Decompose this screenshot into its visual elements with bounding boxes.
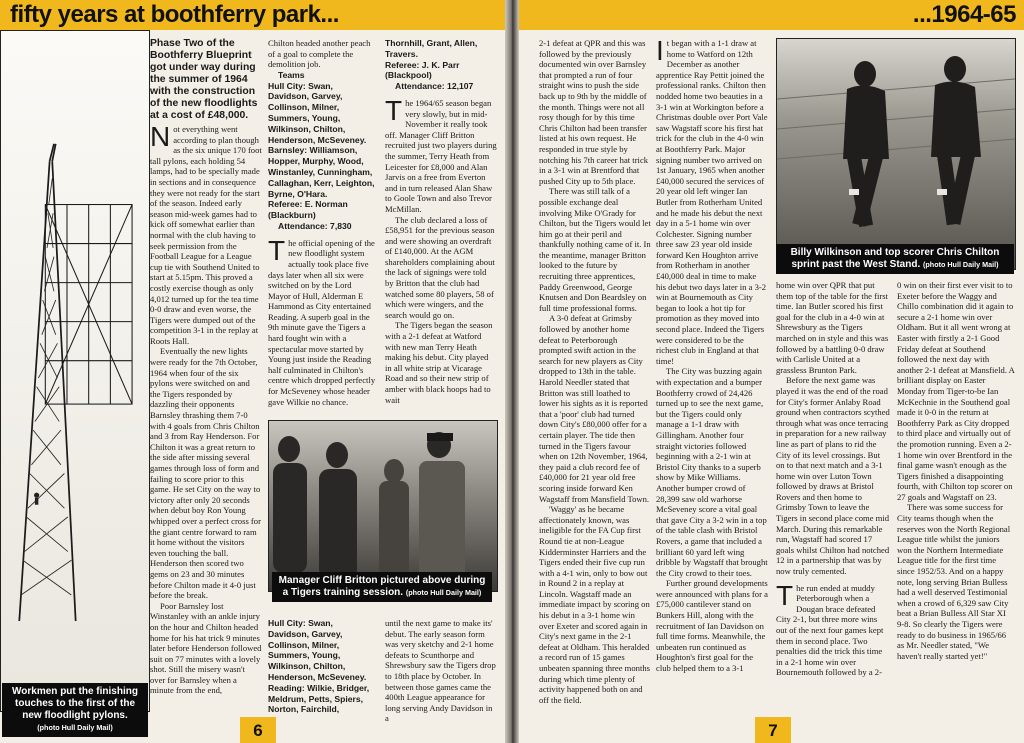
sprint-caption-text: Billy Wilkinson and top scorer Chris Chilton sprint past the West Stand.: [790, 247, 1000, 270]
referee-1: Referee: E. Norman (Blackburn): [268, 199, 348, 221]
col3-paragraph-3: The Tigers began the season with a 2-1 defeat at Watford with new man Terry Heath making his debut. City played in all white strip at Vicarage Road and so their new strip of amber with black hoops had to wait: [385, 320, 493, 405]
article-column-1: [150, 38, 262, 738]
article-column-2b: [268, 618, 376, 736]
dropcap-n: N: [150, 121, 171, 152]
sprint-photo: [776, 38, 1016, 270]
col1-paragraph-1: ot everything went according to plan though as the six unique 170 foot tall pylons, each holding 54 lamps, had to be specially made in sections and in consequence they were not ready for the start of the season. Indeed early season mid-week games had to kick off somewhat earlier than normal with the club having to seek permission from the Football League for a League cup tie with Southend United to start at 5.15pm. This proved a costly exercise though as only 4,012 turned up for the tea time 0-0 draw and even worse, the Tigers were dumped out of the competition 3-1 in the replay at Roots Hall.: [150, 124, 262, 346]
hull-city-lineup-1: Hull City: Swan, Davidson, Garvey, Collinson, Milner, Summers, Young, Wilkinson, Chilton, Henderson, McSeveney.: [268, 80, 367, 145]
article-column-2: [268, 38, 376, 422]
pylon-caption-text: Workmen put the finishing touches to the first of the new floodlight pylons.: [12, 686, 138, 721]
col4-paragraph-1: 2-1 defeat at QPR and this was followed by the previously documented win over Barnsley that prompted a run of four straight wins to push the side back up to 9th by the middle of the month. Things were not all rosy though for by this time Chris Chilton had been transfer listed at his own request. He responded in true style by notching his 7th career hat trick in a 3-1 win at Brentford that pushed City up to 5th place.: [539, 38, 649, 186]
col3-paragraph-1: he 1964/65 season began very slowly, but in mid-November it really took off. Manager Cliff Britton recruited just two players during the summer, Terry Heath from Leicester for £8,000 and Alan Jarvis on a free from Everton and in turn released Alan Shaw to Goole Town and also Trevor McMillan.: [385, 97, 497, 214]
britton-caption: [272, 572, 492, 602]
left-header-banner: [0, 0, 505, 30]
book-gutter: [505, 0, 519, 743]
teams-block-3: [268, 618, 376, 715]
sprint-caption-credit: (photo Hull Daily Mail): [923, 260, 999, 269]
article-column-7: [897, 280, 1015, 736]
pylon-caption-credit: (photo Hull Daily Mail): [37, 723, 113, 732]
britton-caption-text: Manager Cliff Britton pictured above during a Tigers training session.: [278, 575, 486, 598]
col4-paragraph-3: A 3-0 defeat at Grimsby followed by another home defeat to Peterborough prompted swift action in the search for new players as City dropped to 13th in the table. Harold Needler stated that Britton was still loathed to lower his sights as it is reported that a 'poor' club had turned down City's £80,000 offer for a certain player. The tide then turned in the Tigers favour when on 12th November, 1964, they paid a club record fee of £40,000 for 21 year old free scoring inside forward Ken Wagstaff from Mansfield Town.: [539, 313, 650, 504]
col6-paragraph-3: he run ended at muddy Peterborough when a Dougan brace defeated City 2-1, but three more wins out of the next four games kept them in second place. Two penalties did the trick this time in a 2-1 home win over Bournemouth followed by a 2-: [776, 582, 884, 678]
teams-block-2: [385, 38, 497, 92]
britton-training-photo: [268, 420, 498, 592]
article-column-5: [656, 38, 768, 738]
col2-paragraph-1: Chilton headed another peach of a goal to complete the demolition job.: [268, 38, 371, 70]
col3-paragraph-2: The club declared a loss of £58,951 for the previous season and were showing an overdraft of £140,000. At the AGM shareholders complaining about the lack of signings were told by Britton that the club had watched some 80 players, 58 of which were wingers, and the search would go on.: [385, 214, 495, 320]
col3-paragraph-4: until the next game to make its' debut. The early season form was very sketchy and 2-1 home defeats to Scunthorpe and Shrewsbury saw the Tigers drop to 18th place by October. In between those games came the 400th League appearance for long serving Andy Davidson in a: [385, 618, 496, 724]
left-header-title: fifty years at boothferry park...: [10, 1, 339, 28]
barnsley-lineup: Barnsley: Williamson, Hopper, Murphy, Wood, Winstanley, Cunningham, Callaghan, Kerr, Leighton, Byrne, O'Hara.: [268, 145, 375, 199]
col1-paragraph-3: Poor Barnsley lost Winstanley with an ankle injury on the hour and Chilton headed home for his hat trick 9 minutes later before Henderson followed suit on 77 minutes with a lovely shot. Still the misery wasn't over for Barnsley when a minute from the end,: [150, 600, 262, 696]
col7-paragraph-2: There was some success for City teams though when the reserves won the North Regional League title whilst the juniors won the Northern Intermediate League title for the first time since 1952/53. And on a happy note, long serving Brian Bulless had a well deserved Testimonial when a crowd of 6,329 saw City beat a Brian Bulless All Star XI 9-8. So clearly the Tigers were ready to do business in 1965/66 as Mr. Needler stated, "We haven't really started yet!": [897, 502, 1011, 661]
col4-paragraph-4: 'Waggy' as he became affectionately known, was ineligible for the FA Cup first Round tie at non-League Kidderminster Harriers and the Tigers ended their five cup run with a 4-1 win, only to bow out in Round 2 in a replay at Lincoln. Wagstaff made an immediate impact by scoring on his debut in a 3-1 home win over Exeter and scored again in City's next game in the 2-1 defeat at Oldham. This heralded a record run of 15 games unbeaten spanning three months during which time plenty of activity happened both on and off the field.: [539, 504, 650, 705]
left-page-number: 6: [240, 717, 276, 743]
attendance-2: Attendance: 12,107: [395, 81, 474, 92]
pylon-caption: [2, 683, 148, 737]
dropcap-i: I: [656, 38, 664, 66]
sprinting-players-image: [777, 39, 1015, 269]
sprint-caption: [776, 244, 1014, 274]
article-column-4: [539, 38, 651, 738]
right-header-title: ...1964-65: [912, 1, 1016, 28]
left-page: [0, 0, 505, 743]
teams-block-1: [268, 70, 376, 232]
attendance-1: Attendance: 7,830: [278, 220, 352, 231]
reading-lineup-continued: Thornhill, Grant, Allen, Travers.: [385, 38, 478, 59]
right-header-banner: [519, 0, 1024, 30]
teams-heading: Teams: [278, 69, 305, 80]
right-page: [519, 0, 1024, 743]
right-page-number: 7: [755, 717, 791, 743]
col1-paragraph-2: Eventually the new lights were ready for the 7th October, 1964 when four of the six pylons were switched on and the Tigers responded by dazzling their opponents Barnsley thrashing them 7-0 with 4 goals from Chris Chilton and 3 from Ray Henderson. For Chilton it was a great return to the side after missing several games through loss of form and failing to score prior to this game. He set City on the way to victory after only 20 seconds when debut boy Ron Young whipped over a perfect cross for the giant centre forward to ram it home without the visitors even touching the ball. Henderson then scored two gems on 23 and 30 minutes before Chilton made it 4-0 just before the break.: [150, 346, 261, 601]
referee-2: Referee: J. K. Parr (Blackpool): [385, 59, 460, 81]
britton-caption-credit: (photo Hull Daily Mail): [405, 588, 482, 597]
col6-paragraph-1: home win over QPR that put them top of the table for the first time. Ian Butler scored his first goal for the club in a 4-0 win at Shrewsbury as the Tigers marched on in style and this was followed by a battling 0-0 draw with Carlisle United at a grassless Brunton Park.: [776, 280, 889, 375]
article-column-3b: [385, 618, 497, 736]
reading-lineup: Reading: Wilkie, Bridger, Meldrum, Petts, Spiers, Norton, Fairchild,: [268, 682, 370, 715]
training-figures-image: [269, 421, 497, 591]
article-column-3: [385, 38, 497, 422]
col7-paragraph-1: 0 win on their first ever visit to to Exeter before the Waggy and Chillo combination did it again to secure a 2-1 home win over Oldham. But it all went wrong at Easter with firstly a 2-1 Good Friday defeat at Southend followed the next day with another 2-1 defeat at Mansfield. A brilliant display on Easter Monday from Tiger-to-be Ian McKechnie in the Southend goal made it 0-0 in the return at Boothferry Park as City dropped to third place and virtually out of the promotion running. Even a 2-1 home win over Brentford in the final game wasn't enough as the Tigers finished a disappointing fourth, with Chilton top scorer on 27 goals and Wagstaff on 23.: [897, 280, 1015, 502]
col5-paragraph-1: t began with a 1-1 draw at home to Watford on 12th December as another apprentice Ray Pettit joined the professional ranks. Chilton then nodded home two beauties in a 3-1 win at Workington before a Christmas double over Port Vale saw Wagstaff score his first hat trick for the club in the 4-0 win at Boothferry Park. Major signing number two arrived on 1st January, 1965 when another £40,000 secured the services of 20 year old left winger Ian Butler from Rotherham United and he made his debut the next day in a 5-1 home win over Colchester. Signing number three saw 23 year old inside forward Ken Houghton arrive from Rotherham in another £40,000 deal in time to make his debut two days later in a 3-2 win at Bournemouth as City began to look a hot tip for promotion as they moved into second place. Indeed the Tigers were considered to be the richest club in England at that time!: [656, 38, 768, 366]
col5-paragraph-2: The City was buzzing again with expectation and a bumper Boothferry crowd of 24,426 turned up to see the next game, but the Tigers could only manage a 1-1 draw with Gillingham. Another four straight victories followed beginning with a 2-1 win at Bristol City thanks to a superb show by Mike Williams. Another bumper crowd of 28,399 saw old warhorse McSeveney score a vital goal that gave City a 3-2 win in a top of the table clash with Bristol Rovers, a game that included a brilliant 60 yard left wing dribble by Wagstaff that brought the City crowd to their toes.: [656, 366, 768, 578]
col6-paragraph-2: Before the next game was played it was the end of the road for City's former Anlaby Road ground when contractors scythed through what was once terracing in preparation for a new railway line as part of plans to rid the City of its level crossings. But on to that next match and a 3-1 home win over Luton Town followed by draws at Bristol Rovers and then home to Grimsby Town to leave the Tigers in second place come mid March. During this remarkable run, Wagstaff had scored 17 goals whilst Chilton had notched 12 in a partnership that was by now truly cemented.: [776, 375, 890, 577]
article-lead: Phase Two of the Boothferry Blueprint got under way during the summer of 1964 with the construction of the new floodlights at a cost of £48,000.: [150, 38, 258, 121]
pylon-photo: [0, 30, 150, 712]
dropcap-t-2: T: [385, 94, 403, 126]
col2-paragraph-2: he official opening of the new floodlight system actually took place five days later when all six were switched on by the Lord Mayor of Hull, Alderman E Hammond as City entertained Reading. A superb goal in the 9th minute gave the Tigers a hard fought win with a spectacular move started by Young just inside the Reading half culminated in Chilton's centre which dropped perfectly for McSeveney whose header gave Wilkie no chance.: [268, 237, 376, 407]
article-column-6: [776, 280, 890, 736]
col4-paragraph-2: There was still talk of a possible exchange deal involving Mike O'Grady for Chilton, but the Tigers would let him go at their peril and thankfully nothing came of it. In the meantime, manager Britton looked to the future by recruiting three apprentices, Paddy Greenwood, George Knutsen and Don Beardsley on full time professional forms.: [539, 186, 651, 313]
dropcap-t-3: T: [776, 579, 794, 611]
hull-city-lineup-2: Hull City: Swan, Davidson, Garvey, Collinson, Milner, Summers, Young, Wilkinson, Chilton, Henderson, McSeveney.: [268, 618, 367, 682]
floodlight-pylon-image: [1, 31, 146, 621]
col5-paragraph-3: Further ground developments were announced with plans for a £75,000 cantilever stand on Bunkers Hill, along with the recruitment of Ian Davidson on full time forms. Meanwhile, the unbeaten run continued as Houghton's first goal for the club helped them to a 3-1: [656, 578, 768, 674]
dropcap-t-1: T: [268, 234, 286, 266]
